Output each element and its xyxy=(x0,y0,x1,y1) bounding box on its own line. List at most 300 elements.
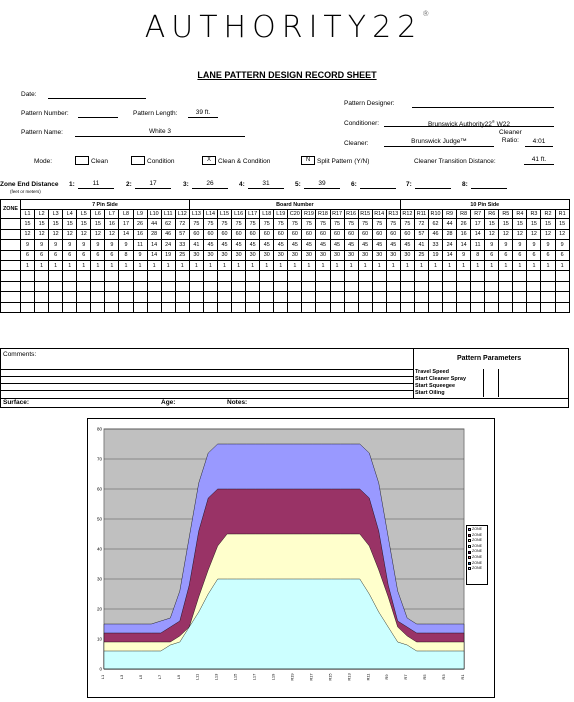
board-cell[interactable]: 75 xyxy=(260,219,274,229)
board-cell[interactable]: 15 xyxy=(91,219,105,229)
zone-6-distance[interactable] xyxy=(360,180,396,189)
board-cell[interactable] xyxy=(330,271,344,281)
board-cell[interactable] xyxy=(63,271,77,281)
board-cell[interactable]: 12 xyxy=(105,229,119,239)
board-cell[interactable]: 1 xyxy=(218,260,232,270)
board-cell[interactable] xyxy=(105,271,119,281)
board-cell[interactable] xyxy=(414,281,428,291)
board-cell[interactable] xyxy=(344,292,358,302)
board-cell[interactable]: 12 xyxy=(541,229,555,239)
board-cell[interactable]: 30 xyxy=(260,250,274,260)
board-cell[interactable] xyxy=(471,302,485,312)
board-cell[interactable] xyxy=(541,271,555,281)
board-cell[interactable] xyxy=(499,292,513,302)
mode-clean-checkbox[interactable] xyxy=(75,156,89,165)
board-cell[interactable] xyxy=(414,302,428,312)
board-cell[interactable]: 45 xyxy=(203,240,217,250)
board-cell[interactable]: 1 xyxy=(288,260,302,270)
board-cell[interactable]: 15 xyxy=(63,219,77,229)
board-cell[interactable]: 30 xyxy=(372,250,386,260)
board-cell[interactable] xyxy=(555,302,569,312)
board-cell[interactable]: 72 xyxy=(175,219,189,229)
board-cell[interactable]: 1 xyxy=(316,260,330,270)
board-cell[interactable]: 41 xyxy=(189,240,203,250)
board-cell[interactable] xyxy=(105,281,119,291)
board-cell[interactable]: 28 xyxy=(443,229,457,239)
board-cell[interactable]: 1 xyxy=(499,260,513,270)
board-cell[interactable]: 30 xyxy=(189,250,203,260)
board-cell[interactable]: 9 xyxy=(555,240,569,250)
board-cell[interactable] xyxy=(471,281,485,291)
mode-clean-condition-checkbox[interactable]: X xyxy=(202,156,216,165)
board-cell[interactable] xyxy=(21,271,35,281)
board-cell[interactable] xyxy=(49,271,63,281)
board-cell[interactable] xyxy=(147,281,161,291)
board-cell[interactable] xyxy=(147,292,161,302)
board-cell[interactable]: 9 xyxy=(485,240,499,250)
board-cell[interactable] xyxy=(457,302,471,312)
board-cell[interactable]: 75 xyxy=(189,219,203,229)
board-cell[interactable] xyxy=(21,281,35,291)
board-cell[interactable] xyxy=(288,281,302,291)
board-cell[interactable] xyxy=(527,302,541,312)
board-cell[interactable]: 60 xyxy=(400,229,414,239)
board-cell[interactable] xyxy=(161,271,175,281)
board-cell[interactable]: 14 xyxy=(147,240,161,250)
board-cell[interactable] xyxy=(260,281,274,291)
board-cell[interactable]: 75 xyxy=(400,219,414,229)
board-cell[interactable] xyxy=(35,302,49,312)
board-cell[interactable]: 30 xyxy=(344,250,358,260)
board-cell[interactable]: 1 xyxy=(35,260,49,270)
board-cell[interactable] xyxy=(161,292,175,302)
board-cell[interactable] xyxy=(119,281,133,291)
board-cell[interactable]: 30 xyxy=(288,250,302,260)
board-cell[interactable]: 75 xyxy=(386,219,400,229)
pattern-parameter-value[interactable] xyxy=(483,369,499,376)
board-cell[interactable]: 60 xyxy=(232,229,246,239)
board-cell[interactable] xyxy=(203,292,217,302)
board-cell[interactable]: 30 xyxy=(316,250,330,260)
board-cell[interactable] xyxy=(330,281,344,291)
board-cell[interactable]: 15 xyxy=(35,219,49,229)
board-cell[interactable]: 19 xyxy=(161,250,175,260)
board-cell[interactable]: 45 xyxy=(330,240,344,250)
board-cell[interactable]: 45 xyxy=(232,240,246,250)
board-cell[interactable]: 1 xyxy=(485,260,499,270)
board-cell[interactable] xyxy=(77,292,91,302)
board-cell[interactable]: 14 xyxy=(119,229,133,239)
board-cell[interactable] xyxy=(386,281,400,291)
board-cell[interactable]: 15 xyxy=(555,219,569,229)
board-cell[interactable]: 1 xyxy=(49,260,63,270)
board-cell[interactable]: 1 xyxy=(175,260,189,270)
board-cell[interactable]: 1 xyxy=(274,260,288,270)
board-cell[interactable]: 1 xyxy=(77,260,91,270)
board-cell[interactable] xyxy=(302,292,316,302)
transition-field[interactable]: 41 ft. xyxy=(524,156,554,165)
board-cell[interactable]: 15 xyxy=(541,219,555,229)
board-cell[interactable]: 30 xyxy=(218,250,232,260)
board-cell[interactable] xyxy=(316,281,330,291)
board-cell[interactable] xyxy=(372,271,386,281)
zone-8-distance[interactable] xyxy=(471,180,507,189)
board-cell[interactable]: 6 xyxy=(49,250,63,260)
board-cell[interactable] xyxy=(358,281,372,291)
board-cell[interactable]: 30 xyxy=(358,250,372,260)
zone-cell[interactable] xyxy=(1,271,21,281)
board-cell[interactable]: 1 xyxy=(372,260,386,270)
board-cell[interactable]: 75 xyxy=(288,219,302,229)
board-cell[interactable]: 9 xyxy=(105,240,119,250)
cleaner-ratio-field[interactable]: 4:01 xyxy=(525,138,553,147)
board-cell[interactable]: 33 xyxy=(428,240,442,250)
board-cell[interactable] xyxy=(414,271,428,281)
board-cell[interactable]: 46 xyxy=(161,229,175,239)
board-cell[interactable]: 30 xyxy=(400,250,414,260)
board-cell[interactable] xyxy=(555,292,569,302)
board-cell[interactable]: 60 xyxy=(274,229,288,239)
board-cell[interactable] xyxy=(175,281,189,291)
board-cell[interactable]: 1 xyxy=(344,260,358,270)
board-cell[interactable]: 8 xyxy=(119,250,133,260)
board-cell[interactable] xyxy=(527,292,541,302)
board-cell[interactable]: 1 xyxy=(91,260,105,270)
board-cell[interactable] xyxy=(541,281,555,291)
board-cell[interactable] xyxy=(105,292,119,302)
board-cell[interactable]: 6 xyxy=(485,250,499,260)
board-cell[interactable] xyxy=(555,271,569,281)
board-cell[interactable] xyxy=(260,292,274,302)
board-cell[interactable] xyxy=(513,302,527,312)
pattern-length-field[interactable]: 39 ft. xyxy=(188,109,218,118)
board-cell[interactable]: 9 xyxy=(91,240,105,250)
board-cell[interactable]: 75 xyxy=(218,219,232,229)
board-cell[interactable]: 1 xyxy=(260,260,274,270)
board-cell[interactable] xyxy=(246,271,260,281)
zone-cell[interactable] xyxy=(1,219,21,229)
board-cell[interactable]: 1 xyxy=(443,260,457,270)
board-cell[interactable] xyxy=(63,302,77,312)
board-cell[interactable]: 9 xyxy=(527,240,541,250)
board-cell[interactable]: 1 xyxy=(246,260,260,270)
board-cell[interactable]: 57 xyxy=(175,229,189,239)
board-cell[interactable]: 30 xyxy=(232,250,246,260)
board-cell[interactable]: 6 xyxy=(555,250,569,260)
board-cell[interactable]: 11 xyxy=(471,240,485,250)
board-cell[interactable]: 16 xyxy=(105,219,119,229)
board-cell[interactable] xyxy=(274,302,288,312)
board-cell[interactable] xyxy=(513,281,527,291)
board-cell[interactable]: 1 xyxy=(386,260,400,270)
board-cell[interactable] xyxy=(21,302,35,312)
board-cell[interactable]: 17 xyxy=(471,219,485,229)
board-cell[interactable]: 1 xyxy=(513,260,527,270)
board-cell[interactable] xyxy=(232,281,246,291)
board-cell[interactable] xyxy=(527,271,541,281)
board-cell[interactable]: 1 xyxy=(428,260,442,270)
board-cell[interactable]: 30 xyxy=(302,250,316,260)
board-cell[interactable]: 12 xyxy=(485,229,499,239)
board-cell[interactable]: 26 xyxy=(457,219,471,229)
board-cell[interactable] xyxy=(218,292,232,302)
board-cell[interactable]: 1 xyxy=(147,260,161,270)
board-cell[interactable] xyxy=(316,292,330,302)
board-cell[interactable] xyxy=(358,271,372,281)
board-cell[interactable]: 16 xyxy=(457,229,471,239)
board-cell[interactable] xyxy=(175,292,189,302)
board-cell[interactable]: 14 xyxy=(457,240,471,250)
zone-4-distance[interactable]: 31 xyxy=(248,180,284,189)
board-cell[interactable]: 57 xyxy=(414,229,428,239)
board-cell[interactable] xyxy=(457,281,471,291)
board-cell[interactable]: 60 xyxy=(344,229,358,239)
board-cell[interactable] xyxy=(499,281,513,291)
board-cell[interactable]: 12 xyxy=(49,229,63,239)
board-cell[interactable] xyxy=(288,302,302,312)
board-cell[interactable] xyxy=(274,292,288,302)
board-cell[interactable] xyxy=(189,281,203,291)
pattern-number-field[interactable] xyxy=(78,109,118,118)
board-cell[interactable]: 15 xyxy=(21,219,35,229)
board-cell[interactable]: 15 xyxy=(49,219,63,229)
board-cell[interactable]: 1 xyxy=(133,260,147,270)
board-cell[interactable] xyxy=(119,292,133,302)
board-cell[interactable]: 24 xyxy=(161,240,175,250)
board-cell[interactable] xyxy=(400,281,414,291)
board-cell[interactable] xyxy=(246,281,260,291)
board-cell[interactable] xyxy=(330,292,344,302)
zone-cell[interactable] xyxy=(1,229,21,239)
board-cell[interactable] xyxy=(499,271,513,281)
board-cell[interactable] xyxy=(105,302,119,312)
board-cell[interactable] xyxy=(91,281,105,291)
board-cell[interactable]: 25 xyxy=(414,250,428,260)
pattern-name-field[interactable]: White 3 xyxy=(75,128,245,137)
board-cell[interactable] xyxy=(77,281,91,291)
board-cell[interactable] xyxy=(400,271,414,281)
board-cell[interactable]: 1 xyxy=(63,260,77,270)
board-cell[interactable] xyxy=(386,271,400,281)
pattern-parameter-value[interactable] xyxy=(483,383,499,390)
board-cell[interactable] xyxy=(358,302,372,312)
board-cell[interactable] xyxy=(414,292,428,302)
date-field[interactable] xyxy=(48,90,146,99)
board-cell[interactable]: 60 xyxy=(260,229,274,239)
board-cell[interactable] xyxy=(372,302,386,312)
board-cell[interactable] xyxy=(485,302,499,312)
board-cell[interactable] xyxy=(147,302,161,312)
board-cell[interactable]: 24 xyxy=(443,240,457,250)
board-cell[interactable]: 33 xyxy=(175,240,189,250)
board-cell[interactable]: 45 xyxy=(218,240,232,250)
board-cell[interactable]: 45 xyxy=(386,240,400,250)
board-cell[interactable]: 9 xyxy=(499,240,513,250)
board-cell[interactable] xyxy=(91,271,105,281)
board-cell[interactable] xyxy=(203,271,217,281)
board-cell[interactable] xyxy=(203,302,217,312)
board-cell[interactable] xyxy=(232,302,246,312)
board-cell[interactable]: 1 xyxy=(541,260,555,270)
zone-2-distance[interactable]: 17 xyxy=(135,180,171,189)
board-cell[interactable]: 9 xyxy=(457,250,471,260)
board-cell[interactable]: 6 xyxy=(35,250,49,260)
board-cell[interactable]: 9 xyxy=(77,240,91,250)
board-cell[interactable]: 15 xyxy=(499,219,513,229)
board-cell[interactable] xyxy=(302,271,316,281)
board-cell[interactable]: 14 xyxy=(471,229,485,239)
board-cell[interactable]: 6 xyxy=(63,250,77,260)
board-cell[interactable]: 60 xyxy=(372,229,386,239)
board-cell[interactable] xyxy=(358,292,372,302)
board-cell[interactable] xyxy=(133,271,147,281)
board-cell[interactable]: 1 xyxy=(527,260,541,270)
board-cell[interactable]: 9 xyxy=(49,240,63,250)
board-cell[interactable]: 9 xyxy=(21,240,35,250)
board-cell[interactable]: 30 xyxy=(246,250,260,260)
board-cell[interactable]: 1 xyxy=(555,260,569,270)
board-cell[interactable]: 12 xyxy=(555,229,569,239)
board-cell[interactable]: 60 xyxy=(316,229,330,239)
board-cell[interactable] xyxy=(232,271,246,281)
pattern-parameter-value[interactable] xyxy=(483,376,499,383)
board-cell[interactable]: 44 xyxy=(443,219,457,229)
board-cell[interactable]: 12 xyxy=(513,229,527,239)
board-cell[interactable]: 9 xyxy=(35,240,49,250)
board-cell[interactable]: 9 xyxy=(513,240,527,250)
zone-cell[interactable] xyxy=(1,260,21,270)
board-cell[interactable] xyxy=(513,271,527,281)
board-cell[interactable]: 46 xyxy=(428,229,442,239)
board-cell[interactable] xyxy=(541,292,555,302)
board-cell[interactable]: 45 xyxy=(316,240,330,250)
board-cell[interactable]: 45 xyxy=(400,240,414,250)
board-cell[interactable] xyxy=(485,292,499,302)
board-cell[interactable]: 1 xyxy=(119,260,133,270)
board-cell[interactable]: 60 xyxy=(386,229,400,239)
board-cell[interactable] xyxy=(91,292,105,302)
board-cell[interactable]: 1 xyxy=(302,260,316,270)
board-cell[interactable]: 19 xyxy=(428,250,442,260)
board-cell[interactable] xyxy=(400,302,414,312)
board-cell[interactable] xyxy=(119,271,133,281)
board-cell[interactable]: 26 xyxy=(133,219,147,229)
board-cell[interactable] xyxy=(161,281,175,291)
board-cell[interactable]: 1 xyxy=(471,260,485,270)
board-cell[interactable]: 30 xyxy=(203,250,217,260)
split-pattern-checkbox[interactable]: N xyxy=(301,156,315,165)
board-cell[interactable]: 60 xyxy=(302,229,316,239)
board-cell[interactable]: 1 xyxy=(232,260,246,270)
board-cell[interactable] xyxy=(232,292,246,302)
board-cell[interactable] xyxy=(443,281,457,291)
board-cell[interactable]: 8 xyxy=(471,250,485,260)
board-cell[interactable] xyxy=(344,281,358,291)
board-cell[interactable]: 15 xyxy=(527,219,541,229)
board-cell[interactable] xyxy=(527,281,541,291)
board-cell[interactable]: 45 xyxy=(358,240,372,250)
board-cell[interactable] xyxy=(443,302,457,312)
board-cell[interactable]: 6 xyxy=(21,250,35,260)
board-cell[interactable] xyxy=(485,281,499,291)
board-cell[interactable]: 45 xyxy=(344,240,358,250)
board-cell[interactable]: 75 xyxy=(246,219,260,229)
board-cell[interactable] xyxy=(119,302,133,312)
board-cell[interactable] xyxy=(63,292,77,302)
board-cell[interactable] xyxy=(133,302,147,312)
board-cell[interactable] xyxy=(443,292,457,302)
board-cell[interactable]: 28 xyxy=(147,229,161,239)
board-cell[interactable]: 9 xyxy=(119,240,133,250)
board-cell[interactable]: 75 xyxy=(274,219,288,229)
board-cell[interactable] xyxy=(49,302,63,312)
board-cell[interactable]: 12 xyxy=(527,229,541,239)
board-cell[interactable] xyxy=(428,281,442,291)
board-cell[interactable] xyxy=(330,302,344,312)
board-cell[interactable] xyxy=(499,302,513,312)
board-cell[interactable] xyxy=(541,302,555,312)
board-cell[interactable] xyxy=(218,271,232,281)
board-cell[interactable]: 45 xyxy=(288,240,302,250)
board-cell[interactable] xyxy=(302,281,316,291)
zone-7-distance[interactable] xyxy=(415,180,451,189)
board-cell[interactable] xyxy=(513,292,527,302)
board-cell[interactable]: 30 xyxy=(386,250,400,260)
board-cell[interactable] xyxy=(260,271,274,281)
board-cell[interactable]: 62 xyxy=(428,219,442,229)
board-cell[interactable]: 72 xyxy=(414,219,428,229)
board-cell[interactable]: 1 xyxy=(105,260,119,270)
board-cell[interactable] xyxy=(35,292,49,302)
board-cell[interactable]: 14 xyxy=(443,250,457,260)
board-cell[interactable] xyxy=(302,302,316,312)
board-cell[interactable]: 1 xyxy=(189,260,203,270)
board-cell[interactable]: 45 xyxy=(260,240,274,250)
board-cell[interactable]: 6 xyxy=(105,250,119,260)
board-cell[interactable]: 75 xyxy=(302,219,316,229)
board-cell[interactable] xyxy=(485,271,499,281)
board-cell[interactable]: 45 xyxy=(246,240,260,250)
board-cell[interactable] xyxy=(288,271,302,281)
board-cell[interactable]: 15 xyxy=(485,219,499,229)
board-cell[interactable] xyxy=(203,281,217,291)
board-cell[interactable] xyxy=(35,271,49,281)
board-cell[interactable]: 60 xyxy=(288,229,302,239)
board-cell[interactable]: 1 xyxy=(203,260,217,270)
board-cell[interactable]: 12 xyxy=(91,229,105,239)
board-cell[interactable]: 9 xyxy=(133,250,147,260)
pattern-parameter-value[interactable] xyxy=(483,390,499,397)
board-cell[interactable] xyxy=(471,271,485,281)
board-cell[interactable]: 12 xyxy=(21,229,35,239)
board-cell[interactable] xyxy=(218,281,232,291)
board-cell[interactable] xyxy=(457,271,471,281)
mode-condition-checkbox[interactable] xyxy=(131,156,145,165)
board-cell[interactable]: 6 xyxy=(77,250,91,260)
board-cell[interactable] xyxy=(91,302,105,312)
board-cell[interactable] xyxy=(218,302,232,312)
designer-field[interactable] xyxy=(412,99,554,108)
board-cell[interactable] xyxy=(471,292,485,302)
board-cell[interactable]: 1 xyxy=(457,260,471,270)
board-cell[interactable] xyxy=(161,302,175,312)
zone-cell[interactable] xyxy=(1,292,21,302)
board-cell[interactable]: 75 xyxy=(344,219,358,229)
board-cell[interactable] xyxy=(443,271,457,281)
board-cell[interactable]: 45 xyxy=(372,240,386,250)
board-cell[interactable] xyxy=(189,292,203,302)
board-cell[interactable] xyxy=(189,302,203,312)
